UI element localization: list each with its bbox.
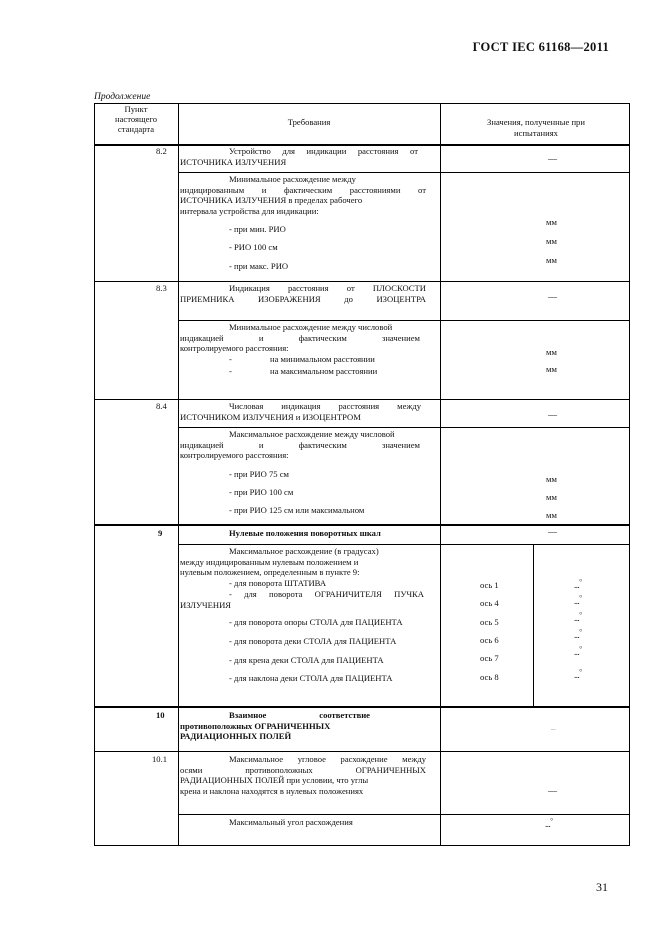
row-divider [94, 281, 630, 282]
subrow-divider [178, 544, 630, 545]
value-10: _ [551, 721, 556, 731]
requirement-8-2-sub: Минимальное расхождение между индицированным и фактическим расстояниями от ИСТОЧНИКА ИЗЛУЧЕНИЯ в пределах рабочего интервала устройства для индикации: [180, 174, 426, 216]
axis-label: ось 8 [480, 672, 499, 682]
unit-mm: мм [546, 364, 557, 374]
degree-value: ...° [574, 668, 582, 680]
degree-value: ...° [574, 578, 582, 590]
value-8-2: — [548, 154, 557, 164]
subrow-divider [178, 814, 630, 815]
degree-value: ...° [545, 817, 553, 829]
degree-value: ...° [574, 594, 582, 606]
continuation-label: Продолжение [94, 92, 151, 102]
subrow-divider [178, 320, 630, 321]
subcolumn-divider [533, 545, 534, 707]
item-table-top: - для поворота деки СТОЛА для ПАЦИЕНТА [229, 636, 397, 646]
item-125: - при РИО 125 см или максимальном [229, 505, 365, 515]
row-divider [94, 399, 630, 400]
degree-value: ...° [574, 628, 582, 640]
item-gantry: - для поворота ШТАТИВА [229, 578, 327, 588]
requirement-9-sub: Максимальное расхождение (в градусах) между индицированным нулевым положением и нулевым положением, определенным в пункте 9: [180, 546, 379, 577]
item-max: - при макс. РИО [229, 261, 289, 271]
document-id: ГОСТ IEC 61168—2011 [472, 40, 609, 54]
clause-10: 10 [156, 710, 165, 720]
subrow-divider [178, 427, 630, 428]
page-number: 31 [596, 880, 608, 894]
axis-label: ось 7 [480, 653, 499, 663]
unit-mm: мм [546, 217, 557, 227]
item-dash: - [229, 354, 232, 364]
value-10-1: — [548, 786, 557, 796]
item-min: - при мин. РИО [229, 224, 286, 234]
item-max-distance: на максимальном расстоянии [270, 366, 378, 376]
row-divider [94, 524, 630, 526]
item-table-support: - для поворота опоры СТОЛА для ПАЦИЕНТА [229, 617, 403, 627]
header-requirements: Требования [287, 117, 331, 127]
unit-mm: мм [546, 492, 557, 502]
column-divider-1 [178, 103, 179, 846]
requirement-10-1-sub: Максимальный угол расхождения [229, 817, 353, 827]
item-dash: - [229, 366, 232, 376]
header-values: Значения, полученные при испытаниях [487, 117, 585, 138]
axis-label: ось 1 [480, 580, 499, 590]
clause-8-2: 8.2 [156, 146, 167, 156]
row-divider [94, 706, 630, 708]
degree-value: ...° [574, 645, 582, 657]
item-min-distance: на минимальном расстоянии [270, 354, 375, 364]
clause-9: 9 [158, 528, 163, 538]
requirement-8-2: Устройство для индикации расстояния от ИСТОЧНИКА ИЗЛУЧЕНИЯ [180, 146, 418, 167]
unit-mm: мм [546, 474, 557, 484]
requirement-8-3: Индикация расстояния от ПЛОСКОСТИ ПРИЕМНИКА ИЗОБРАЖЕНИЯ до ИЗОЦЕНТРА [180, 283, 426, 304]
header-clause: Пункт настоящего стандарта [115, 104, 157, 134]
axis-label: ось 5 [480, 617, 499, 627]
table-bottom [94, 845, 630, 846]
item-table-roll: - для крена деки СТОЛА для ПАЦИЕНТА [229, 655, 384, 665]
requirement-8-4-sub: Максимальное расхождение между числовой индикацией и фактическим значением контролируемого расстояния: [180, 429, 420, 460]
requirement-8-3-sub: Минимальное расхождение между числовой индикацией и фактическим значением контролируемого расстояния: [180, 322, 420, 353]
requirement-8-4: Числовая индикация расстояния между ИСТОЧНИКОМ ИЗЛУЧЕНИЯ и ИЗОЦЕНТРОМ [180, 401, 421, 422]
requirement-10: Взаимное соответствие противоположных ОГРАНИЧЕННЫХ РАДИАЦИОННЫХ ПОЛЕЙ [180, 710, 370, 741]
axis-label: ось 4 [480, 598, 499, 608]
value-8-4: — [548, 410, 557, 420]
unit-mm: мм [546, 510, 557, 520]
table-border-left [94, 103, 95, 846]
item-75: - при РИО 75 см [229, 469, 289, 479]
unit-mm: мм [546, 236, 557, 246]
item-collimator: - для поворота ОГРАНИЧИТЕЛЯ ПУЧКА ИЗЛУЧЕНИЯ [180, 589, 424, 610]
unit-mm: мм [546, 255, 557, 265]
unit-mm: мм [546, 347, 557, 357]
requirement-9: Нулевые положения поворотных шкал [229, 528, 381, 538]
item-100: - РИО 100 см [229, 242, 278, 252]
table-border-right [629, 103, 630, 846]
column-divider-2 [440, 103, 441, 846]
item-table-pitch: - для наклона деки СТОЛА для ПАЦИЕНТА [229, 673, 393, 683]
value-8-3: — [548, 292, 557, 302]
clause-8-3: 8.3 [156, 283, 167, 293]
axis-label: ось 6 [480, 635, 499, 645]
subrow-divider [178, 172, 630, 173]
item-100: - при РИО 100 см [229, 487, 294, 497]
clause-8-4: 8.4 [156, 401, 167, 411]
degree-value: ...° [574, 611, 582, 623]
clause-10-1: 10.1 [152, 754, 168, 764]
requirement-10-1: Максимальное угловое расхождение между осями противоположных ОГРАНИЧЕННЫХ РАДИАЦИОННЫХ ПОЛЕЙ при условии, что углы крена и наклона находятся в нулевых положениях [180, 754, 426, 796]
row-divider [94, 751, 630, 752]
value-9: — [548, 527, 557, 537]
